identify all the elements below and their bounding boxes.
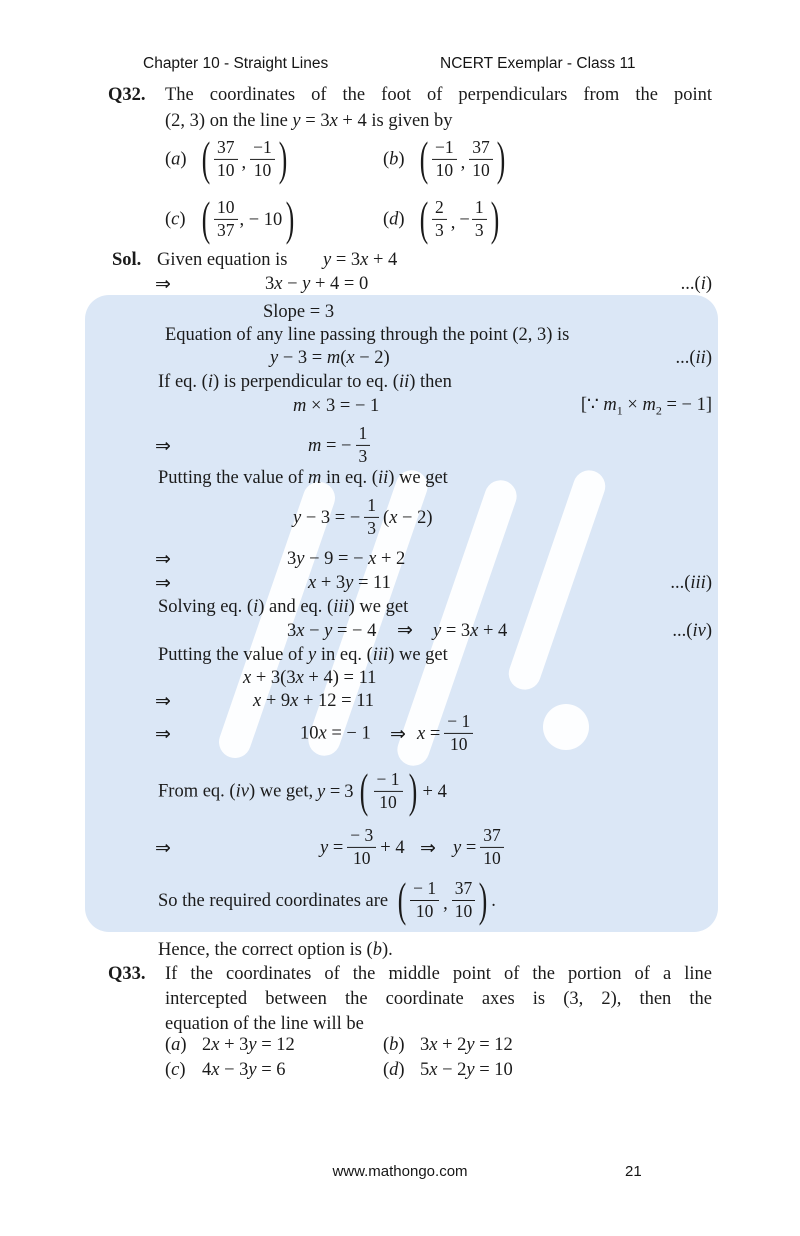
sol-m-value: m = − $\frac{1}{3}$ [308,425,370,467]
sol-eq-m3: m × 3 = − 1 [293,396,380,416]
eq-tag-iv: ...(iv) [672,621,712,641]
sol-final-text: So the required coordinates are [158,890,389,911]
implies-arrow: ⇒ [155,548,171,570]
q32-option-b-label: (b) [383,149,405,170]
period: . [491,890,496,911]
sol-solving: Solving eq. (i) and eq. (iii) we get [158,597,409,617]
fraction: $\frac{37}{10}$ [452,879,476,921]
q33-option-c-eq: 4x − 3y = 6 [202,1060,286,1080]
comma: , [450,213,456,234]
question-33-label: Q33. [108,964,146,984]
q33-option-d-eq: 5x − 2y = 10 [420,1060,513,1080]
implies-arrow: ⇒ [390,723,406,745]
fraction: $\frac{37}{10}$ [469,138,493,180]
sol-eq-iii: x + 3y = 11 [308,573,391,593]
q33-option-a-label: (a) [165,1035,187,1055]
sol-given-eq: y = 3x + 4 [323,250,398,270]
q33-option-b-eq: 3x + 2y = 12 [420,1035,513,1055]
sol-putting-y: Putting the value of y in eq. (iii) we get [158,645,448,665]
sol-substitute-eq: y − 3 = − $\frac{1}{3}$ (x − 2) [293,494,433,538]
sol-from-iv-row [0,764,800,820]
fraction: $\frac{1}{3}$ [472,198,487,240]
sol-substitute-row [0,492,800,544]
q33-option-b-label: (b) [383,1035,405,1055]
sol-y3-value: y = $\frac{37}{10}$ [453,827,504,869]
q32-option-d-value [418,192,501,246]
fraction: $\frac{37}{10}$ [480,826,504,868]
left-paren: ( [419,132,429,186]
comma: , [241,153,247,174]
implies-arrow: ⇒ [155,723,171,745]
fraction: $\frac{10}{37}$ [214,198,238,240]
eq-tag-i: ...(i) [680,274,712,294]
left-paren: ( [397,873,407,927]
eq-tag-iii: ...(iii) [670,573,712,593]
sol-final-coordinates [396,873,489,927]
implies-arrow: ⇒ [155,572,171,594]
right-paren: ) [408,764,417,818]
right-paren: ) [490,192,499,246]
sol-putting-m: Putting the value of m in eq. (ii) we get [158,468,448,488]
left-paren: ( [201,192,211,246]
sol-note-perpendicular: [∵ $m_1 \times m_2$ = − 1] [580,395,712,418]
left-paren: ( [419,192,429,246]
q32-option-c [165,194,385,246]
sol-from-text: From eq. (iv) we get, [158,781,314,802]
fraction: $\frac{2}{3}$ [432,198,447,240]
question-32-label: Q32. [108,85,146,105]
sol-eq-i: 3x − y + 4 = 0 [265,274,369,294]
header-book-title: NCERT Exemplar - Class 11 [440,55,636,72]
sol-hence: Hence, the correct option is (b). [158,940,393,960]
fraction: $\frac{- 1}{10}$ [374,770,403,812]
comma: , [460,153,466,174]
right-paren: ) [278,132,287,186]
sol-slope: Slope = 3 [263,302,335,322]
fraction: $\frac{-1}{10}$ [432,138,457,180]
sol-y-row [0,822,800,874]
sol-y2-value: y = $\frac{- 3}{10}$ + 4 [320,824,405,868]
q32-option-b-value [418,132,507,186]
fraction: $\frac{1}{3}$ [356,424,371,466]
sol-perp-text: If eq. (i) is perpendicular to eq. (ii) then [158,372,452,392]
left-paren: ( [201,132,211,186]
sol-x-row [0,708,800,760]
implies-arrow: ⇒ [155,273,171,295]
implies-arrow: ⇒ [155,690,171,712]
comma: , [443,894,448,915]
fraction: $\frac{-1}{10}$ [250,138,275,180]
sol-eq-iv-b: y = 3x + 4 [433,621,508,641]
q33-option-d-label: (d) [383,1060,405,1080]
solution-label: Sol. [112,250,142,270]
minus-sign: − [459,209,470,230]
sol-y-expression: y = 3 ( $\frac{- 1}{10}$ ) + 4 [317,764,447,818]
right-paren: ) [479,873,488,927]
fraction: $\frac{- 3}{10}$ [347,826,376,868]
sol-given-text: Given equation is [157,250,288,270]
sol-eq-10x: 10x = − 1 [300,723,371,744]
q33-option-c-label: (c) [165,1060,186,1080]
implies-arrow: ⇒ [420,837,436,859]
question-33-line2: intercepted between the coordinate axes is (3, 2), then the [165,989,712,1009]
sol-m-row [0,420,800,472]
q32-option-d [383,194,603,246]
sol-final-row [158,872,496,930]
footer-website-url: www.mathongo.com [332,1163,468,1180]
q32-option-a-value [200,132,289,186]
fraction: $\frac{37}{10}$ [214,138,238,180]
question-32-line2: (2, 3) on the line y = 3x + 4 is given by [165,111,453,131]
sol-line-any: Equation of any line passing through the point (2, 3) is [165,325,570,345]
fraction: $\frac{1}{3}$ [364,496,379,538]
fraction: $\frac{- 1}{10}$ [444,712,473,754]
left-paren: ( [359,764,368,818]
q33-option-a-eq: 2x + 3y = 12 [202,1035,295,1055]
sol-eq-3y9: 3y − 9 = − x + 2 [287,549,406,569]
question-33-line1: If the coordinates of the middle point of the portion of a line [165,964,712,984]
q32-option-d-label: (d) [383,209,405,230]
implies-arrow: ⇒ [155,435,171,457]
sol-eq-ii: y − 3 = m(x − 2) [270,348,390,368]
footer-page-number: 21 [625,1163,642,1180]
q32-option-b [383,134,603,186]
q32-option-a-label: (a) [165,149,187,170]
fraction: $\frac{- 1}{10}$ [410,879,439,921]
question-32-line1: The coordinates of the foot of perpendiculars from the point [165,85,712,105]
q32-option-c-label: (c) [165,209,186,230]
sol-eq-x9: x + 9x + 12 = 11 [253,691,375,711]
sol-x-value: x = $\frac{- 1}{10}$ [417,713,473,755]
q32-option-c-tail: , − 10 [239,209,283,230]
question-33-line3: equation of the line will be [165,1014,364,1034]
sol-eq-iv-a: 3x − y = − 4 [287,621,377,641]
header-chapter-title: Chapter 10 - Straight Lines [143,55,329,72]
right-paren: ) [286,192,295,246]
implies-arrow: ⇒ [397,619,413,641]
implies-arrow: ⇒ [155,837,171,859]
q32-option-a [165,134,385,186]
eq-tag-ii: ...(ii) [675,348,712,368]
sol-eq-x3: x + 3(3x + 4) = 11 [243,668,377,688]
q32-option-c-value [200,192,296,246]
right-paren: ) [496,132,505,186]
